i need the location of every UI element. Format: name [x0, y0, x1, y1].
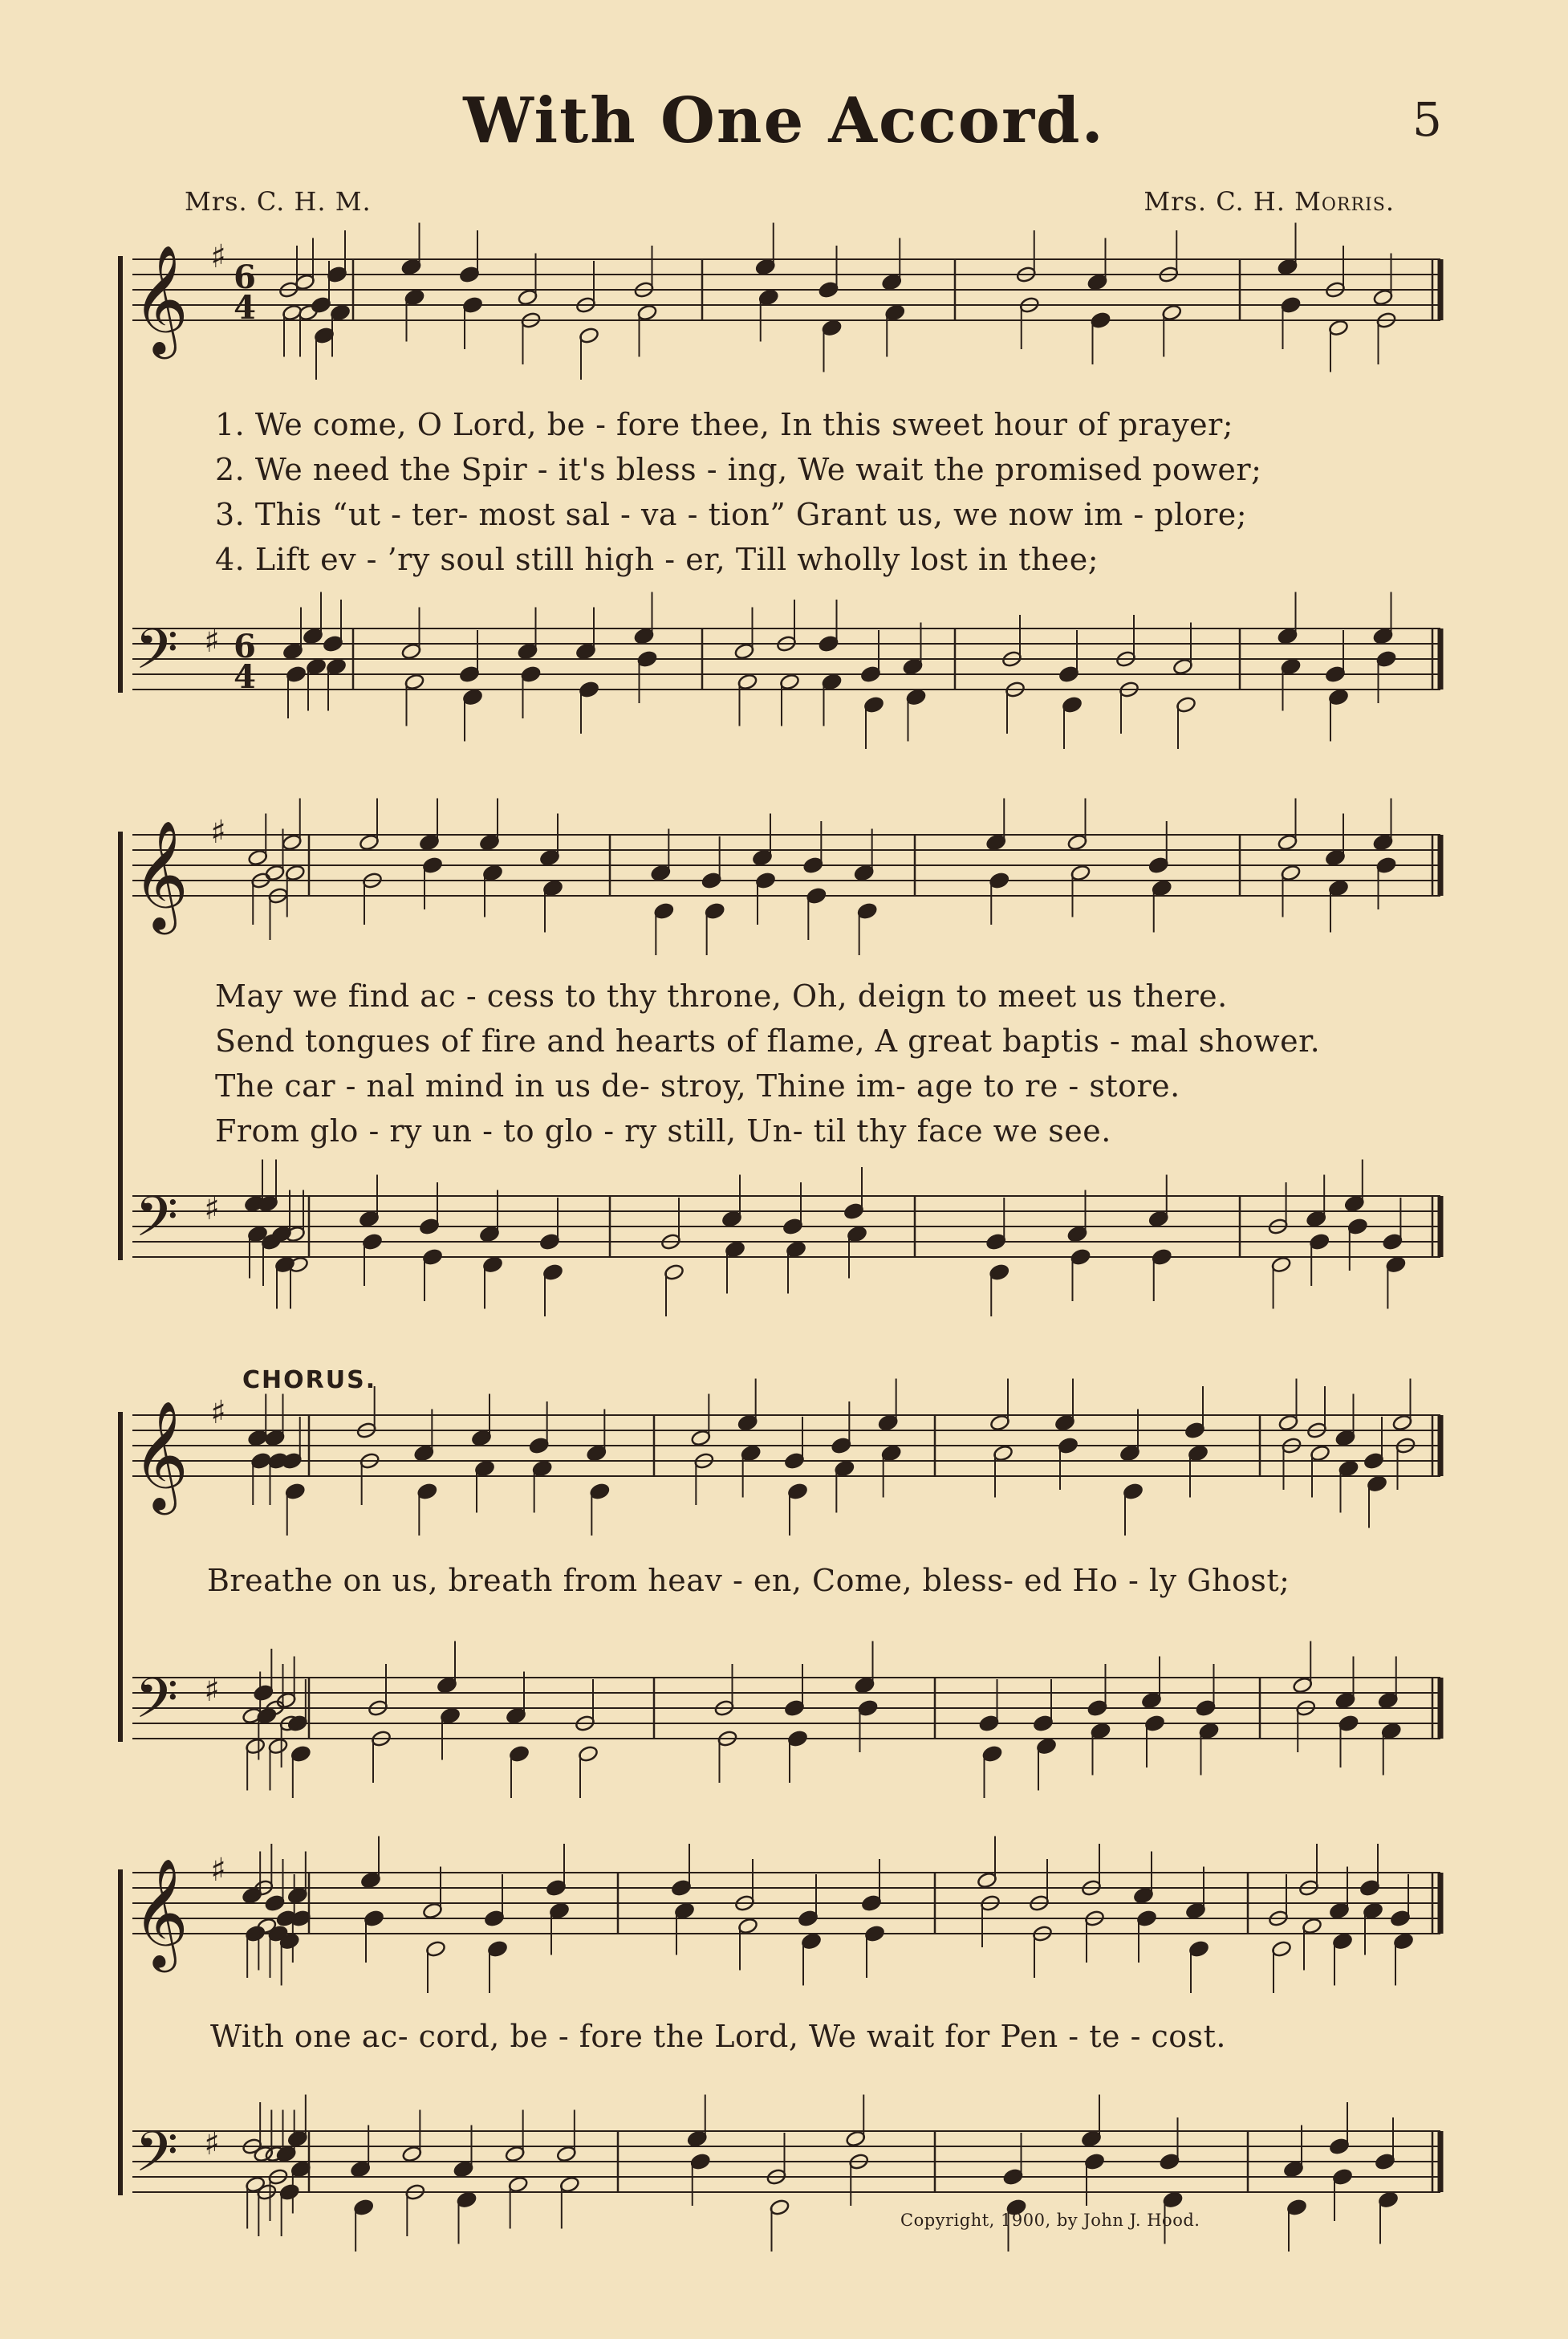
verse-3-line-2: The car - nal mind in us de- stroy, Thine im- age to re - store. — [215, 1068, 1180, 1104]
treble-clef: 𝄞 — [132, 819, 189, 929]
treble-clef: 𝄞 — [132, 243, 189, 354]
key-signature-sharp: ♯ — [204, 1190, 220, 1227]
chorus-line-2: With one ac- cord, be - fore the Lord, We wait for Pen - te - cost. — [210, 2019, 1226, 2054]
bass-clef: 𝄢 — [134, 1184, 179, 1263]
key-signature-sharp: ♯ — [210, 814, 226, 851]
time-signature-numerator: 6 — [234, 258, 256, 296]
key-signature-sharp: ♯ — [210, 1852, 226, 1889]
treble-clef: 𝄞 — [132, 1857, 189, 1967]
treble-staff — [132, 1415, 1440, 1476]
verse-1-line-1: 1. We come, O Lord, be - fore thee, In this sweet hour of prayer; — [215, 407, 1234, 442]
key-signature-sharp: ♯ — [210, 238, 226, 275]
chorus-line-1: Breathe on us, breath from heav - en, Come, bless- ed Ho - ly Ghost; — [207, 1563, 1290, 1598]
bass-staff — [132, 2131, 1440, 2192]
bass-clef: 𝄢 — [134, 616, 179, 695]
key-signature-sharp: ♯ — [204, 1672, 220, 1709]
verse-2-line-2: Send tongues of fire and hearts of flame, A great baptis - mal shower. — [215, 1023, 1321, 1059]
verse-4-line-1: 4. Lift ev - ’ry soul still high - er, Till wholly lost in thee; — [215, 542, 1099, 577]
key-signature-sharp: ♯ — [210, 1394, 226, 1431]
copyright-notice: Copyright, 1900, by John J. Hood. — [900, 2211, 1200, 2230]
verse-2-line-1: 2. We need the Spir - it's bless - ing, We wait the promised power; — [215, 452, 1262, 487]
bass-clef: 𝄢 — [134, 1666, 179, 1744]
time-signature-denominator: 4 — [234, 289, 256, 327]
key-signature-sharp: ♯ — [204, 2125, 220, 2162]
music-credit-surname: Morris. — [1294, 186, 1395, 217]
time-signature-denominator: 4 — [234, 658, 256, 696]
time-signature-numerator: 6 — [234, 628, 256, 665]
page-number: 5 — [1412, 92, 1442, 147]
words-credit: Mrs. C. H. M. — [185, 186, 372, 217]
bass-clef: 𝄢 — [134, 2119, 179, 2198]
key-signature-sharp: ♯ — [204, 623, 220, 660]
treble-staff — [132, 1873, 1440, 1934]
chorus-label: CHORUS. — [242, 1366, 377, 1394]
treble-clef: 𝄞 — [132, 1399, 189, 1510]
music-credit-name: Mrs. C. H. — [1144, 186, 1295, 217]
verse-1-line-2: May we find ac - cess to thy throne, Oh, deign to meet us there. — [215, 978, 1228, 1014]
verse-4-line-2: From glo - ry un - to glo - ry still, Un- til thy face we see. — [215, 1113, 1111, 1149]
hymn-title: With One Accord. — [463, 84, 1105, 157]
treble-staff — [132, 835, 1440, 896]
verse-3-line-1: 3. This “ut - ter- most sal - va - tion” Grant us, we now im - plore; — [215, 497, 1248, 532]
